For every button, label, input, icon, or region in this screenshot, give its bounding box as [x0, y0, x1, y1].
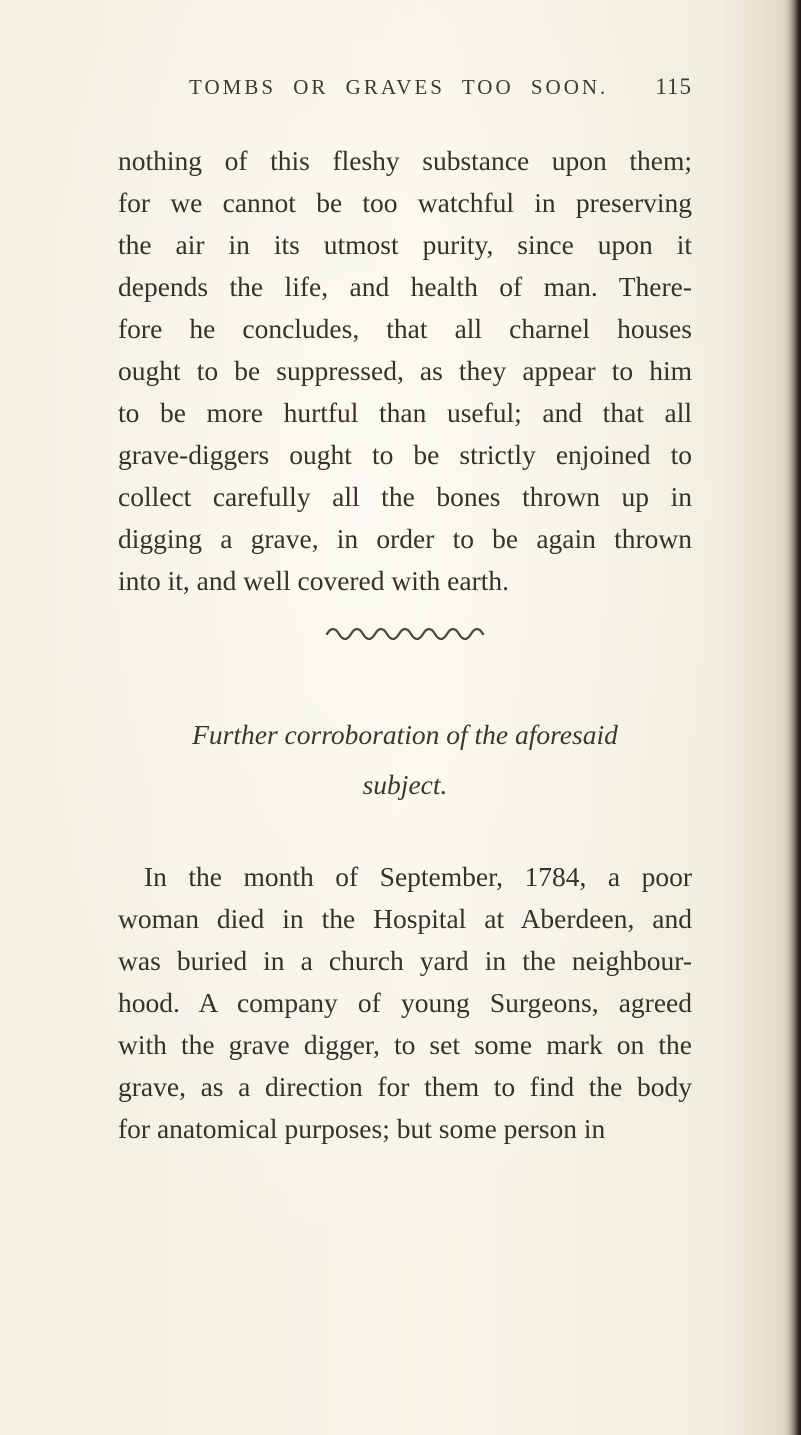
text-line: depends the life, and health of man. There-	[118, 271, 692, 302]
body-paragraph-1	[118, 140, 692, 602]
page-edge-shadow	[785, 0, 801, 1435]
text-line: fore he concludes, that all charnel houses	[118, 313, 692, 344]
ornament-divider	[118, 622, 692, 640]
text-line: In the month of September, 1784, a poor	[144, 861, 692, 892]
text-line: was buried in a church yard in the neighbour-	[118, 945, 692, 976]
text-line: to be more hurtful than useful; and that all	[118, 397, 692, 428]
text-line: into it, and well covered with earth.	[118, 565, 509, 596]
text-line: grave, as a direction for them to find the body	[118, 1071, 692, 1102]
text-line: digging a grave, in order to be again thrown	[118, 523, 692, 554]
running-header	[118, 74, 692, 100]
text-line: ought to be suppressed, as they appear to him	[118, 355, 692, 386]
text-line: with the grave digger, to set some mark on the	[118, 1029, 692, 1060]
wavy-divider-icon	[325, 622, 485, 640]
text-line: for we cannot be too watchful in preserving	[118, 187, 692, 218]
text-line: collect carefully all the bones thrown up in	[118, 481, 692, 512]
text-line: hood. A company of young Surgeons, agreed	[118, 987, 692, 1018]
text-line: the air in its utmost purity, since upon it	[118, 229, 692, 260]
text-line: for anatomical purposes; but some person in	[118, 1113, 606, 1144]
page-number: 115	[655, 74, 692, 99]
section-heading	[118, 710, 692, 810]
section-heading-line2: subject.	[362, 769, 448, 800]
body-paragraph-2	[118, 856, 692, 1150]
text-line: woman died in the Hospital at Aberdeen, and	[118, 903, 692, 934]
section-heading-line1: Further corroboration of the aforesaid	[192, 719, 618, 750]
text-line: grave-diggers ought to be strictly enjoined to	[118, 439, 692, 470]
header-title: TOMBS OR GRAVES TOO SOON.	[189, 75, 609, 99]
text-line: nothing of this fleshy substance upon them;	[118, 145, 692, 176]
